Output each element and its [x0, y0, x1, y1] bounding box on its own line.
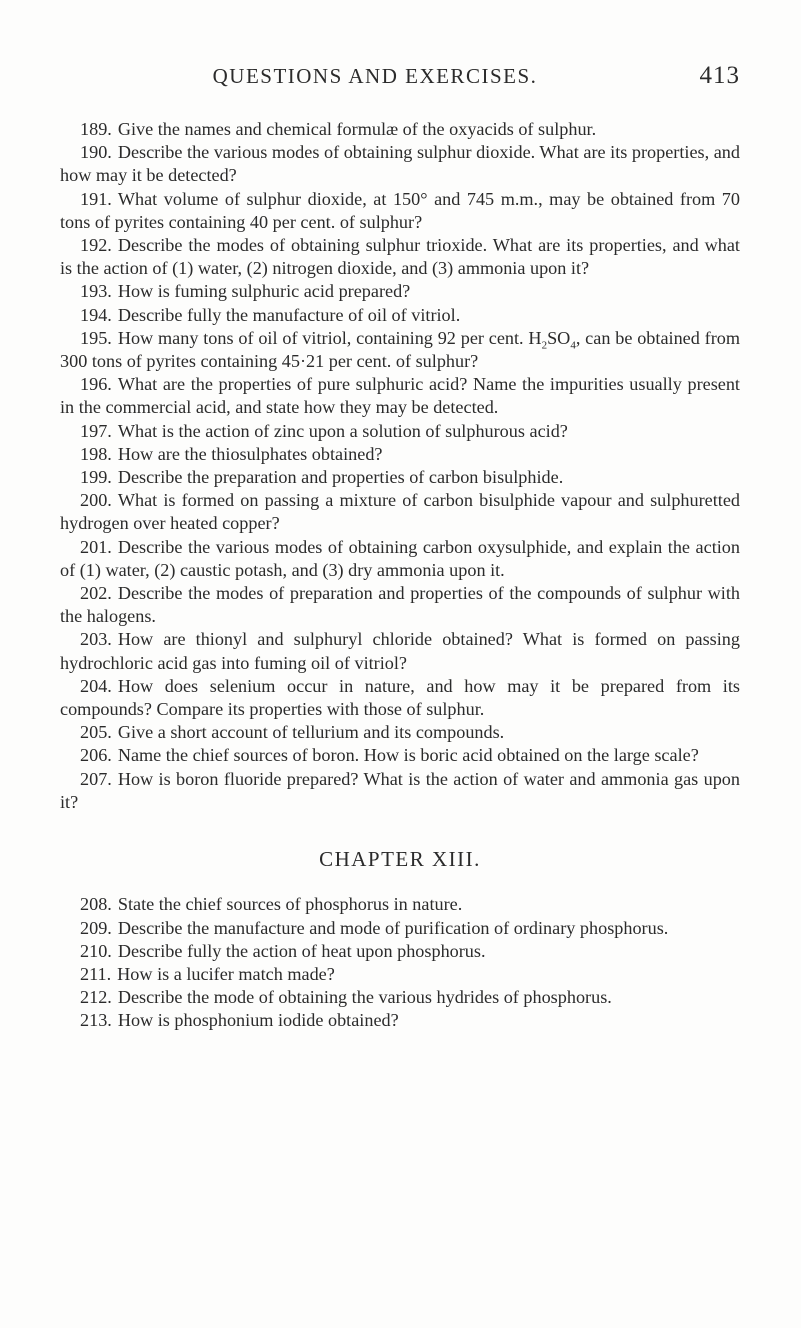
question-text: Describe the modes of obtaining sulphur trioxide. What are its properties, and what is the action of (1) water, (2) nitrogen dioxide, and (3) ammonia upon it? — [60, 235, 740, 279]
question-text: Describe the mode of obtaining the various hydrides of phosphorus. — [117, 987, 612, 1008]
question-text: What is the action of zinc upon a solution of sulphurous acid? — [117, 420, 568, 441]
question-item — [60, 280, 740, 303]
running-title: QUESTIONS AND EXERCISES. — [212, 64, 538, 88]
question-item — [60, 304, 740, 327]
question-text: Give a short account of tellurium and its compounds. — [117, 722, 505, 743]
question-number: 200. — [80, 490, 112, 511]
question-number: 201. — [80, 536, 112, 557]
question-text: Describe the preparation and properties of carbon bisulphide. — [117, 467, 564, 488]
question-number: 193. — [80, 281, 112, 302]
question-195 — [60, 327, 740, 373]
question-number: 212. — [80, 987, 112, 1008]
question-item — [60, 1009, 740, 1032]
question-text: Describe fully the action of heat upon phosphorus. — [117, 940, 486, 961]
question-text-part: SO — [547, 327, 571, 348]
question-number: 211. — [80, 963, 112, 984]
question-text: What volume of sulphur dioxide, at 150° and 745 m.m., may be obtained from 70 tons of pyrites containing 40 per cent. of sulphur? — [60, 188, 740, 232]
page-number: 413 — [699, 62, 740, 89]
question-text: How is fuming sulphuric acid prepared? — [117, 281, 411, 302]
question-text: How does selenium occur in nature, and how may it be prepared from its compounds? Compare its properties with those of sulphur. — [60, 675, 740, 720]
question-item — [60, 420, 740, 443]
question-text: Describe the various modes of obtaining carbon oxysulphide, and explain the action of (1) water, (2) caustic potash, and (3) dry ammonia upon it. — [60, 536, 740, 580]
question-number: 189. — [80, 119, 112, 139]
question-item — [60, 373, 740, 419]
question-item — [60, 721, 740, 744]
question-number: 204. — [80, 675, 112, 696]
question-text: Describe the various modes of obtaining sulphur dioxide. What are its properties, and how may it be detected? — [60, 142, 740, 186]
question-item — [60, 582, 740, 628]
question-item — [60, 536, 740, 582]
question-item — [60, 986, 740, 1009]
question-number: 207. — [80, 768, 112, 789]
question-item — [60, 768, 740, 814]
question-text: How is a lucifer match made? — [117, 963, 335, 984]
question-item — [60, 234, 740, 280]
question-number: 196. — [80, 374, 112, 395]
question-text-part: , can be obtained from 300 tons of pyrites containing 45·21 per cent. of sulphur? — [60, 327, 741, 372]
question-text: Describe the modes of preparation and properties of the compounds of sulphur with the halogens. — [60, 583, 740, 627]
question-number: 195. — [80, 327, 112, 348]
question-item — [60, 628, 740, 674]
subscript: 2 — [541, 339, 548, 352]
question-number: 203. — [80, 629, 112, 650]
question-item — [60, 675, 740, 721]
subscript: 4 — [570, 339, 576, 352]
question-text: How are thionyl and sulphuryl chloride obtained? What is formed on passing hydrochloric acid gas into fuming oil of vitriol? — [60, 629, 740, 673]
question-number: 210. — [80, 940, 112, 961]
question-number: 199. — [80, 467, 112, 488]
question-text-part: How many tons of oil of vitriol, containing 92 per cent. H — [117, 327, 542, 348]
question-item — [60, 489, 740, 535]
question-number: 213. — [80, 1010, 112, 1031]
question-item — [60, 940, 740, 963]
question-number: 197. — [80, 420, 112, 441]
questions-body — [60, 118, 740, 1033]
question-number: 194. — [80, 304, 112, 325]
question-item — [60, 917, 740, 940]
question-item — [60, 141, 740, 187]
question-text: What are the properties of pure sulphuric acid? Name the impurities usually present in the commercial acid, and state how they may be detected. — [60, 374, 740, 418]
question-number: 198. — [80, 443, 112, 464]
question-item — [60, 466, 740, 489]
question-item — [60, 963, 740, 986]
chapter-heading: CHAPTER XIII. — [319, 847, 481, 872]
question-item — [60, 443, 740, 466]
question-number: 192. — [80, 235, 112, 256]
question-list-chapter-xiii — [60, 893, 740, 1032]
question-item — [60, 118, 740, 141]
question-number: 202. — [80, 583, 112, 604]
question-item — [60, 744, 740, 767]
question-number: 205. — [80, 722, 112, 743]
question-list-chapter-xii-part-1 — [60, 118, 740, 327]
question-text: Describe the manufacture and mode of purification of ordinary phosphorus. — [117, 917, 669, 938]
question-text: Name the chief sources of boron. How is boric acid obtained on the large scale? — [117, 745, 699, 766]
question-number: 208. — [80, 894, 112, 915]
question-number: 206. — [80, 745, 112, 766]
question-text: Give the names and chemical formulæ of the oxyacids of sulphur. — [117, 119, 597, 139]
question-text: What is formed on passing a mixture of carbon bisulphide vapour and sulphuretted hydrogen over heated copper? — [60, 490, 740, 534]
question-text: State the chief sources of phosphorus in nature. — [117, 894, 463, 915]
question-list-chapter-xii-part-2 — [60, 373, 740, 814]
question-text: How is boron fluoride prepared? What is the action of water and ammonia gas upon it? — [60, 768, 740, 812]
question-number: 209. — [80, 917, 112, 938]
question-number: 191. — [80, 188, 112, 209]
question-text: How is phosphonium iodide obtained? — [117, 1010, 399, 1031]
question-number: 190. — [80, 142, 112, 163]
question-text: Describe fully the manufacture of oil of vitriol. — [117, 304, 461, 325]
running-header — [40, 62, 740, 92]
question-item — [60, 188, 740, 234]
question-item — [60, 893, 740, 916]
question-text: How are the thiosulphates obtained? — [117, 443, 383, 464]
